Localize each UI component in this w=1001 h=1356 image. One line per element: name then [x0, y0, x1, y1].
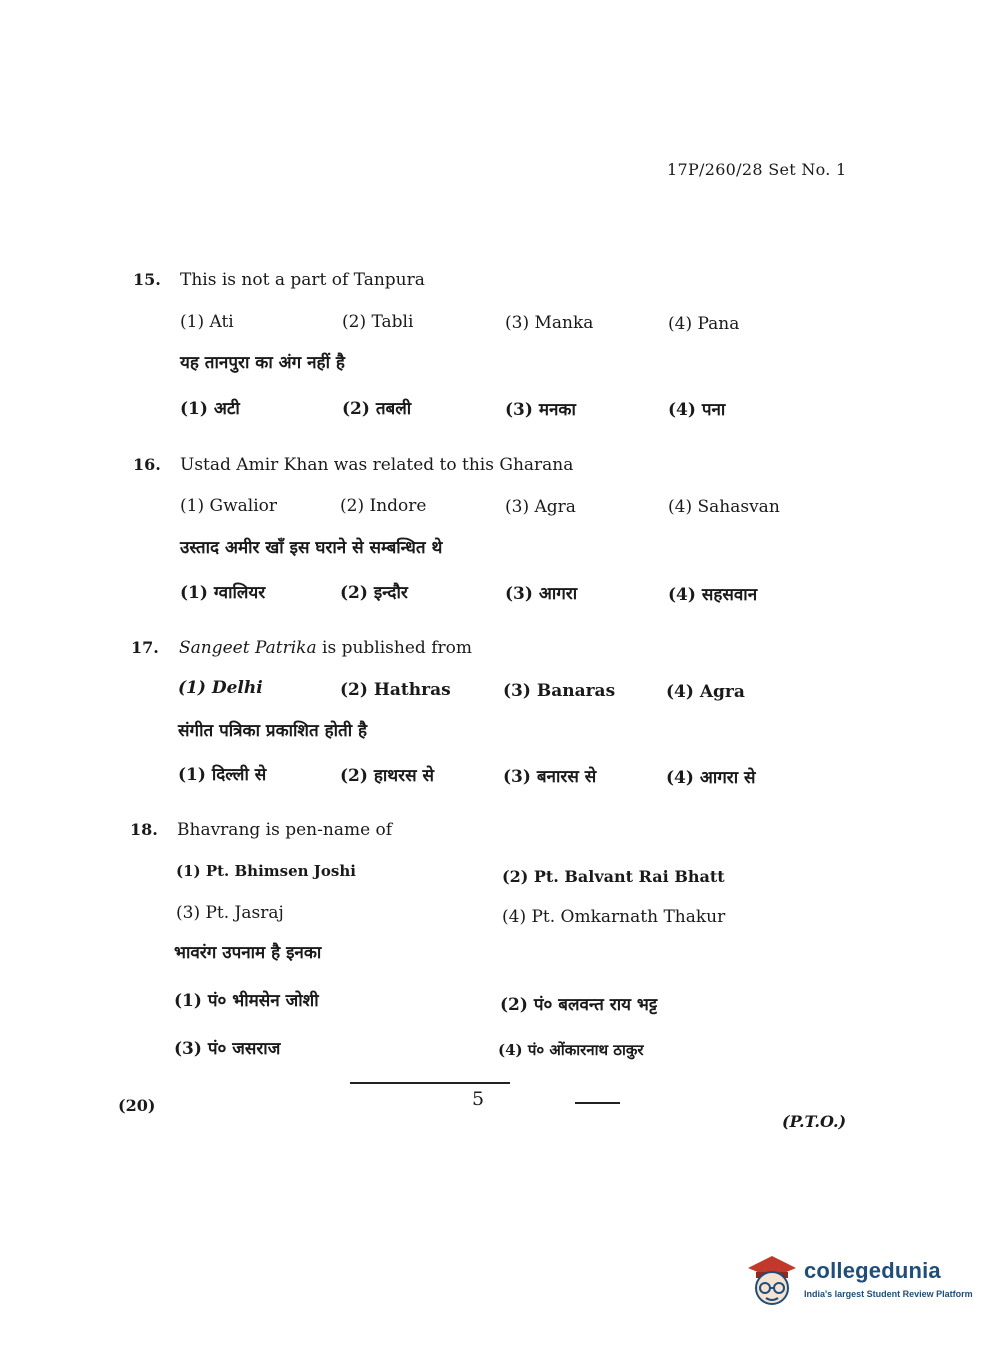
divider-line: [575, 1102, 620, 1104]
option-2-hindi: (2) इन्दौर: [340, 583, 408, 603]
option-1-hindi: (1) दिल्ली से: [178, 765, 267, 785]
question-text-rest: is published from: [316, 638, 472, 658]
option-1-hindi: (1) पं० भीमसेन जोशी: [174, 991, 319, 1011]
question-text: Ustad Amir Khan was related to this Gharana: [180, 455, 574, 475]
question-text-hindi: उस्ताद अमीर खाँ इस घराने से सम्बन्धित थे: [180, 538, 443, 558]
question-number: 17.: [131, 638, 159, 657]
question-text: [179, 638, 472, 658]
option-1: (1) Pt. Bhimsen Joshi: [176, 862, 356, 880]
option-1: (1) Delhi: [178, 678, 263, 698]
option-2: (2) Indore: [340, 496, 427, 516]
option-3-hindi: (3) पं० जसराज: [174, 1039, 281, 1059]
option-4-hindi: (4) पना: [668, 400, 726, 420]
option-1: (1) Gwalior: [180, 496, 277, 516]
question-text-hindi: भावरंग उपनाम है इनका: [174, 943, 322, 963]
question-text: Bhavrang is pen-name of: [177, 820, 393, 840]
option-2: (2) Hathras: [340, 680, 451, 700]
option-4: (4) Pt. Omkarnath Thakur: [502, 907, 726, 927]
option-4: (4) Agra: [666, 682, 745, 702]
option-1-hindi: (1) अटी: [180, 399, 240, 419]
question-number: 16.: [133, 455, 161, 474]
mascot-icon: [742, 1250, 804, 1310]
question-text: This is not a part of Tanpura: [180, 270, 425, 290]
option-2: (2) Pt. Balvant Rai Bhatt: [502, 867, 725, 886]
question-text-hindi: यह तानपुरा का अंग नहीं है: [180, 353, 345, 373]
footer-code: (20): [118, 1096, 156, 1115]
journal-title: Sangeet Patrika: [179, 638, 317, 658]
option-4: (4) Sahasvan: [668, 497, 780, 517]
option-4: (4) Pana: [668, 314, 740, 334]
option-4-hindi: (4) आगरा से: [666, 768, 756, 788]
divider-line: [350, 1082, 510, 1084]
option-4-hindi: (4) सहसवान: [668, 585, 758, 605]
question-number: 15.: [133, 270, 161, 289]
option-4-hindi: (4) पं० ओंकारनाथ ठाकुर: [498, 1041, 644, 1059]
set-number: 17P/260/28 Set No. 1: [667, 160, 847, 179]
option-3: (3) Manka: [505, 313, 594, 333]
option-3-hindi: (3) बनारस से: [503, 767, 597, 787]
option-2-hindi: (2) तबली: [342, 399, 412, 419]
option-1: (1) Ati: [180, 312, 234, 332]
option-3: (3) Agra: [505, 497, 576, 517]
question-text-hindi: संगीत पत्रिका प्रकाशित होती है: [178, 721, 368, 741]
option-3-hindi: (3) मनका: [505, 400, 576, 420]
option-2-hindi: (2) पं० बलवन्त राय भट्ट: [500, 995, 658, 1015]
question-number: 18.: [130, 820, 158, 839]
page-number: 5: [472, 1088, 485, 1110]
logo-name: collegedunia: [804, 1258, 941, 1283]
pto-label: (P.T.O.): [782, 1112, 847, 1131]
option-3: (3) Pt. Jasraj: [176, 903, 284, 923]
option-3: (3) Banaras: [503, 681, 616, 701]
option-3-hindi: (3) आगरा: [505, 584, 578, 604]
option-2-hindi: (2) हाथरस से: [340, 766, 434, 786]
option-1-hindi: (1) ग्वालियर: [180, 583, 266, 603]
option-2: (2) Tabli: [342, 312, 414, 332]
logo-tagline: India's largest Student Review Platform: [804, 1289, 973, 1299]
